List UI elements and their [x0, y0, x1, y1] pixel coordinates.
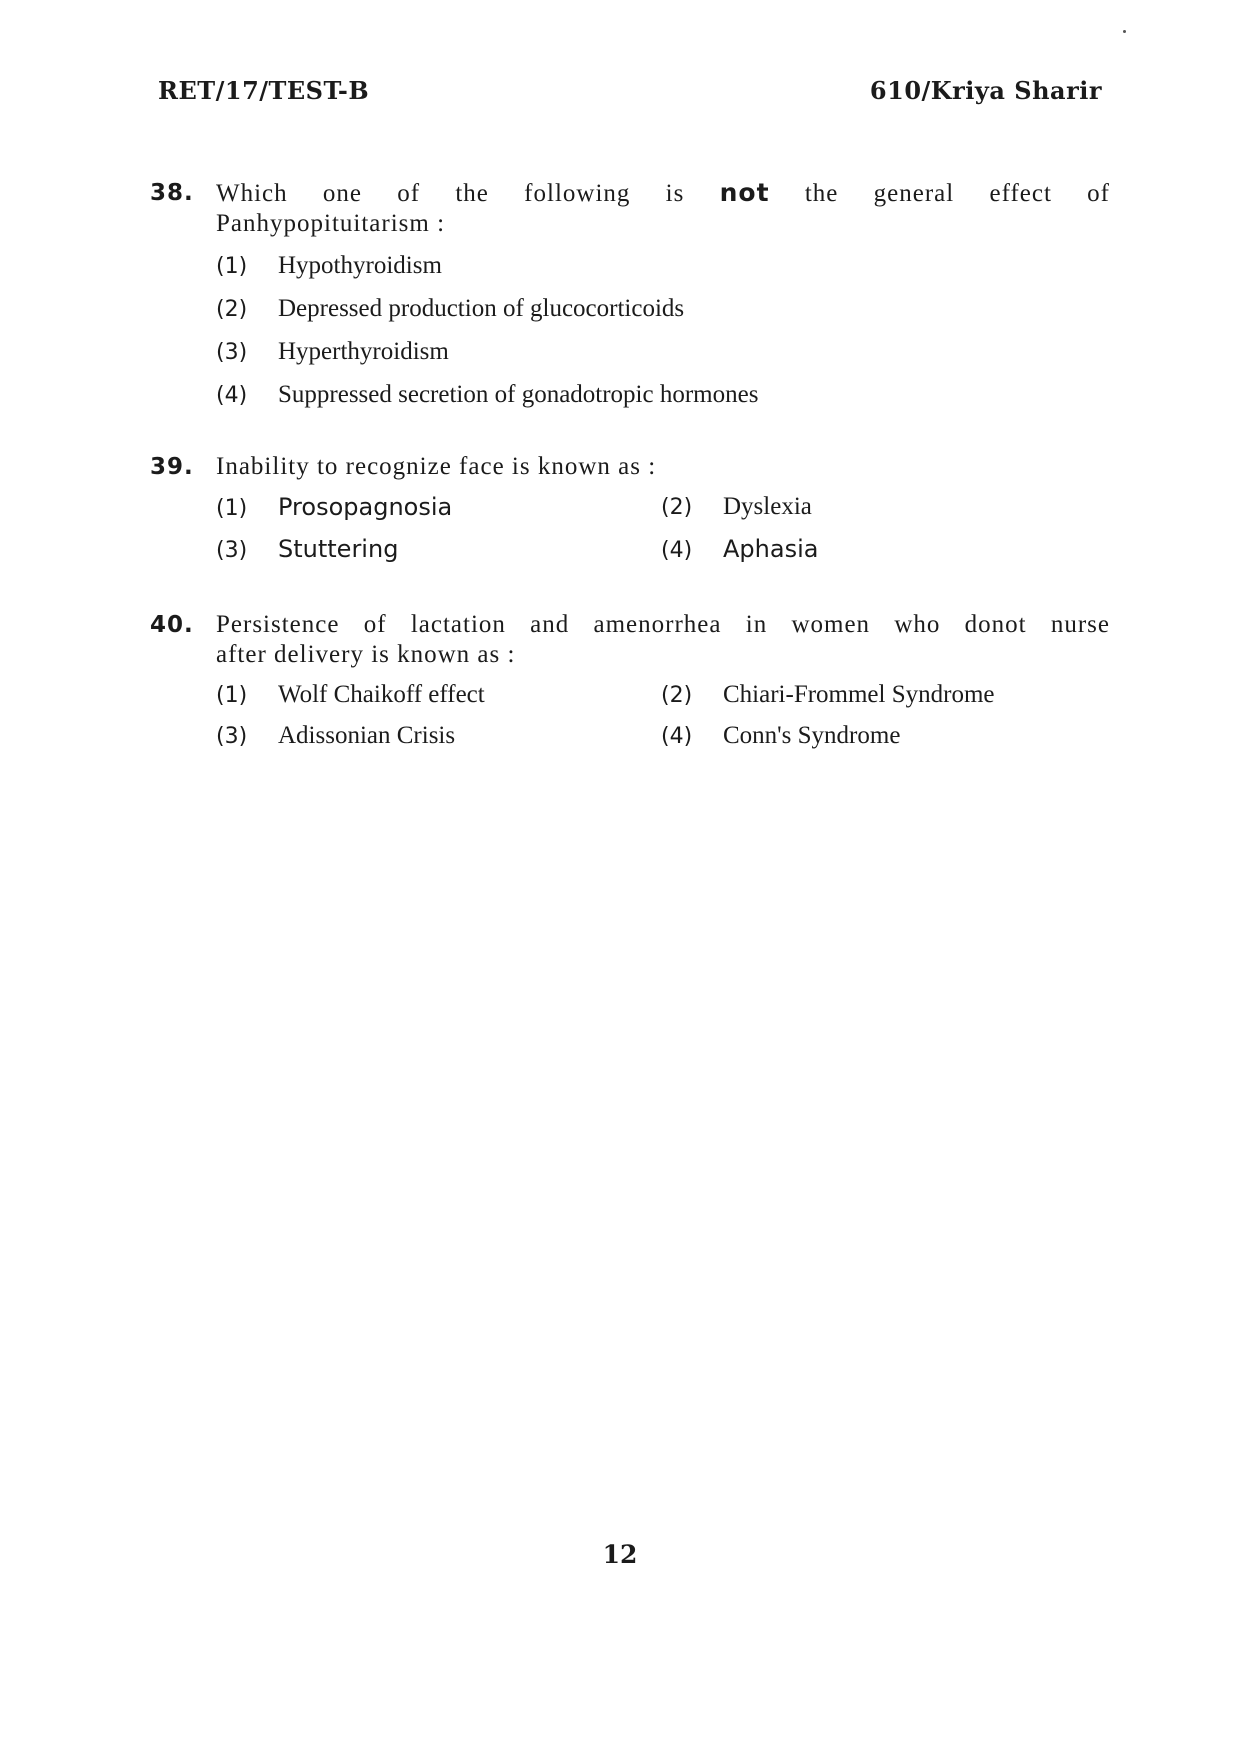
option-3[interactable]: (3) Adissonian Crisis: [216, 722, 456, 749]
question-stem-line-1: Persistence of lactation and amenorrhea in women who donot nurse: [216, 611, 1110, 638]
emphasis-not: not: [719, 178, 770, 207]
question-stem: 39. Inability to recognize face is known as :: [150, 453, 657, 480]
question-39: [150, 452, 1110, 566]
page-number: 12: [602, 1540, 638, 1569]
option-1[interactable]: (1) Wolf Chaikoff effect: [216, 681, 485, 708]
question-stem: [150, 610, 1110, 670]
option-4[interactable]: (4) Suppressed secretion of gonadotropic hormones: [216, 381, 759, 408]
option-2[interactable]: (2) Dyslexia: [661, 493, 812, 520]
option-2[interactable]: (2) Chiari-Frommel Syndrome: [661, 681, 995, 708]
question-number: 38.: [150, 180, 194, 206]
option-1[interactable]: (1) Hypothyroidism: [216, 252, 442, 279]
option-1[interactable]: (1) Prosopagnosia: [216, 493, 453, 521]
option-3[interactable]: (3) Hyperthyroidism: [216, 338, 449, 365]
subject-code: 610/Kriya Sharir: [869, 76, 1102, 105]
options-grid: [150, 680, 1110, 752]
question-stem-line-1: Which one of the following is not the general effect of: [216, 178, 1111, 207]
exam-code: RET/17/TEST-B: [158, 76, 370, 105]
option-3[interactable]: (3) Stuttering: [216, 535, 399, 563]
question-stem-line-2: after delivery is known as :: [216, 641, 516, 668]
option-4[interactable]: (4) Conn's Syndrome: [661, 722, 901, 749]
question-40: [150, 610, 1110, 752]
options-grid: [150, 492, 1110, 566]
question-number: 40.: [150, 612, 194, 638]
question-number: 39.: [150, 454, 194, 480]
option-4[interactable]: (4) Aphasia: [661, 535, 819, 563]
question-stem-line-2: Panhypopituitarism :: [216, 210, 446, 237]
options-list: [150, 251, 1110, 411]
question-38: [150, 178, 1110, 423]
scan-speck: [1123, 30, 1126, 33]
option-2[interactable]: (2) Depressed production of glucocorticoids: [216, 295, 685, 322]
question-stem: [150, 178, 1110, 239]
